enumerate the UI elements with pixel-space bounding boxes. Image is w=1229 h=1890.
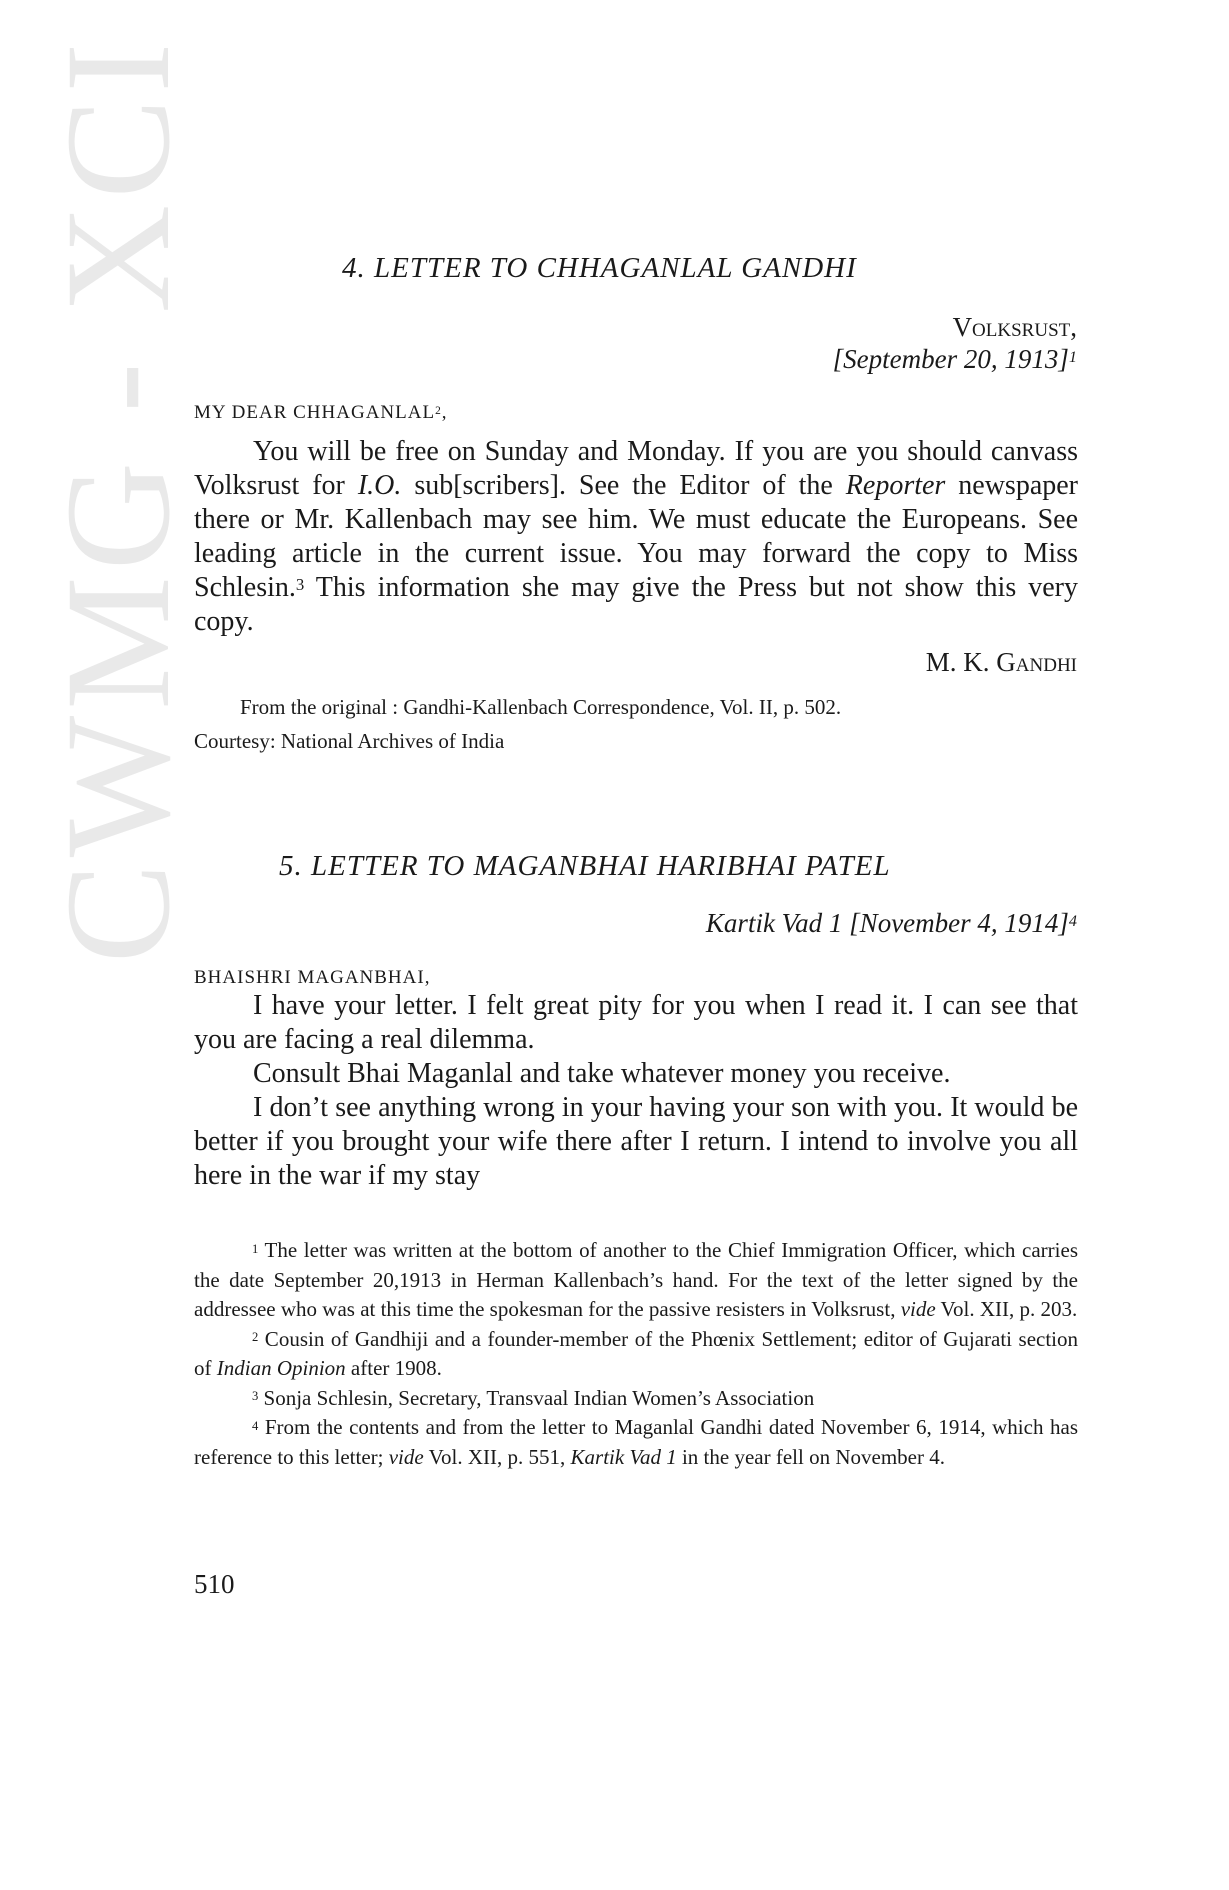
footnote-ref-3: 3 <box>295 575 305 595</box>
footnote-4-mid: Vol. XII, p. 551, <box>423 1444 571 1469</box>
footnote-3-text: Sonja Schlesin, Secretary, Transvaal Indian Women’s Association <box>258 1385 815 1410</box>
letter5-body <box>194 989 1078 1193</box>
letter4-salutation-text: MY DEAR CHHAGANLAL <box>194 402 436 423</box>
footnote-ref-1: 1 <box>1068 348 1077 367</box>
letter4-date-text: [September 20, 1913] <box>832 344 1069 374</box>
source-line-2: Courtesy: National Archives of India <box>194 729 505 753</box>
letter5-date-text: Kartik Vad 1 [November 4, 1914] <box>705 908 1069 938</box>
footnote-2-number: 2 <box>252 1330 259 1345</box>
letter5-paragraph-2: Consult Bhai Maganlal and take whatever money you receive. <box>253 1058 951 1089</box>
letter4-italic-reporter: Reporter <box>845 470 946 501</box>
source-line-1: From the original : Gandhi-Kallenbach Correspondence, Vol. II, p. 502. <box>240 695 842 719</box>
watermark: CWMG - XCI <box>35 36 201 964</box>
footnote-2 <box>194 1325 1078 1384</box>
footnote-1-text: The letter was written at the bottom of another to the Chief Immigration Officer, which carries the date September 20,1913 in Herman Kallenbach’s hand. For the text of the letter signed by the addressee who was at this time the spokesman for the passive resisters in Volksrust, <box>194 1238 1078 1321</box>
footnote-4-italic-2: Kartik Vad 1 <box>570 1444 677 1469</box>
letter4-salutation <box>194 402 448 424</box>
letter4-date <box>833 344 1077 375</box>
letter4-text-3: newspaper there or Mr. Kallenbach may see him. We must educate the Europeans. See leading article in the current issue. You may forward the copy to Miss Schlesin. <box>194 470 1078 603</box>
footnote-2-italic: Indian Opinion <box>216 1356 346 1380</box>
footnote-4 <box>194 1413 1078 1472</box>
footnote-4-italic: vide <box>388 1444 424 1469</box>
page-number: 510 <box>194 1569 235 1599</box>
footnote-2-end: after 1908. <box>345 1356 442 1380</box>
footnote-4-end: in the year fell on November 4. <box>676 1444 945 1469</box>
letter4-text-1: You will be free on Sunday and Monday. If you are you should canvass Volksrust for <box>194 436 1078 501</box>
letter4-source <box>194 690 1078 758</box>
letter4-text-4: This information she may give the Press but not show this very copy. <box>194 572 1078 637</box>
footnote-3 <box>194 1384 1078 1414</box>
letter4-heading: 4. LETTER TO CHHAGANLAL GANDHI <box>342 252 857 284</box>
footnote-4-number: 4 <box>252 1418 259 1433</box>
footnote-ref-2: 2 <box>435 405 442 418</box>
letter4-salutation-comma: , <box>441 402 448 423</box>
letter4-body <box>194 435 1078 639</box>
footnote-1-number: 1 <box>252 1241 259 1256</box>
footnote-1-end: Vol. XII, p. 203. <box>935 1297 1078 1321</box>
letter4-italic-io: I.O. <box>357 470 402 501</box>
letter5-salutation: BHAISHRI MAGANBHAI, <box>194 967 431 988</box>
letter5-paragraph-3: I don’t see anything wrong in your having your son with you. It would be better if you brought your wife there after I return. I intend to involve you all here in the war if my stay <box>194 1092 1078 1191</box>
letter4-place: Volksrust, <box>952 312 1077 342</box>
footnote-ref-4: 4 <box>1068 912 1077 931</box>
footnote-1-italic: vide <box>900 1297 936 1321</box>
footnote-1 <box>194 1236 1078 1325</box>
letter4-signature: M. K. Gandhi <box>925 647 1077 677</box>
letter5-paragraph-1: I have your letter. I felt great pity for you when I read it. I can see that you are facing a real dilemma. <box>194 990 1078 1055</box>
letter5-date <box>706 908 1077 939</box>
letter4-text-2: sub[scribers]. See the Editor of the <box>401 470 846 501</box>
footnotes <box>194 1236 1078 1472</box>
footnote-3-number: 3 <box>252 1389 259 1404</box>
footnote-2-text: Cousin of Gandhiji and a founder-member of the Phœnix Settlement; editor of Gujarati section of <box>194 1326 1078 1380</box>
letter4-paragraph <box>194 435 1078 639</box>
footnote-4-text: From the contents and from the letter to Maganlal Gandhi dated November 6, 1914, which has reference to this letter; <box>194 1415 1078 1469</box>
letter5-heading: 5. LETTER TO MAGANBHAI HARIBHAI PATEL <box>279 850 891 882</box>
